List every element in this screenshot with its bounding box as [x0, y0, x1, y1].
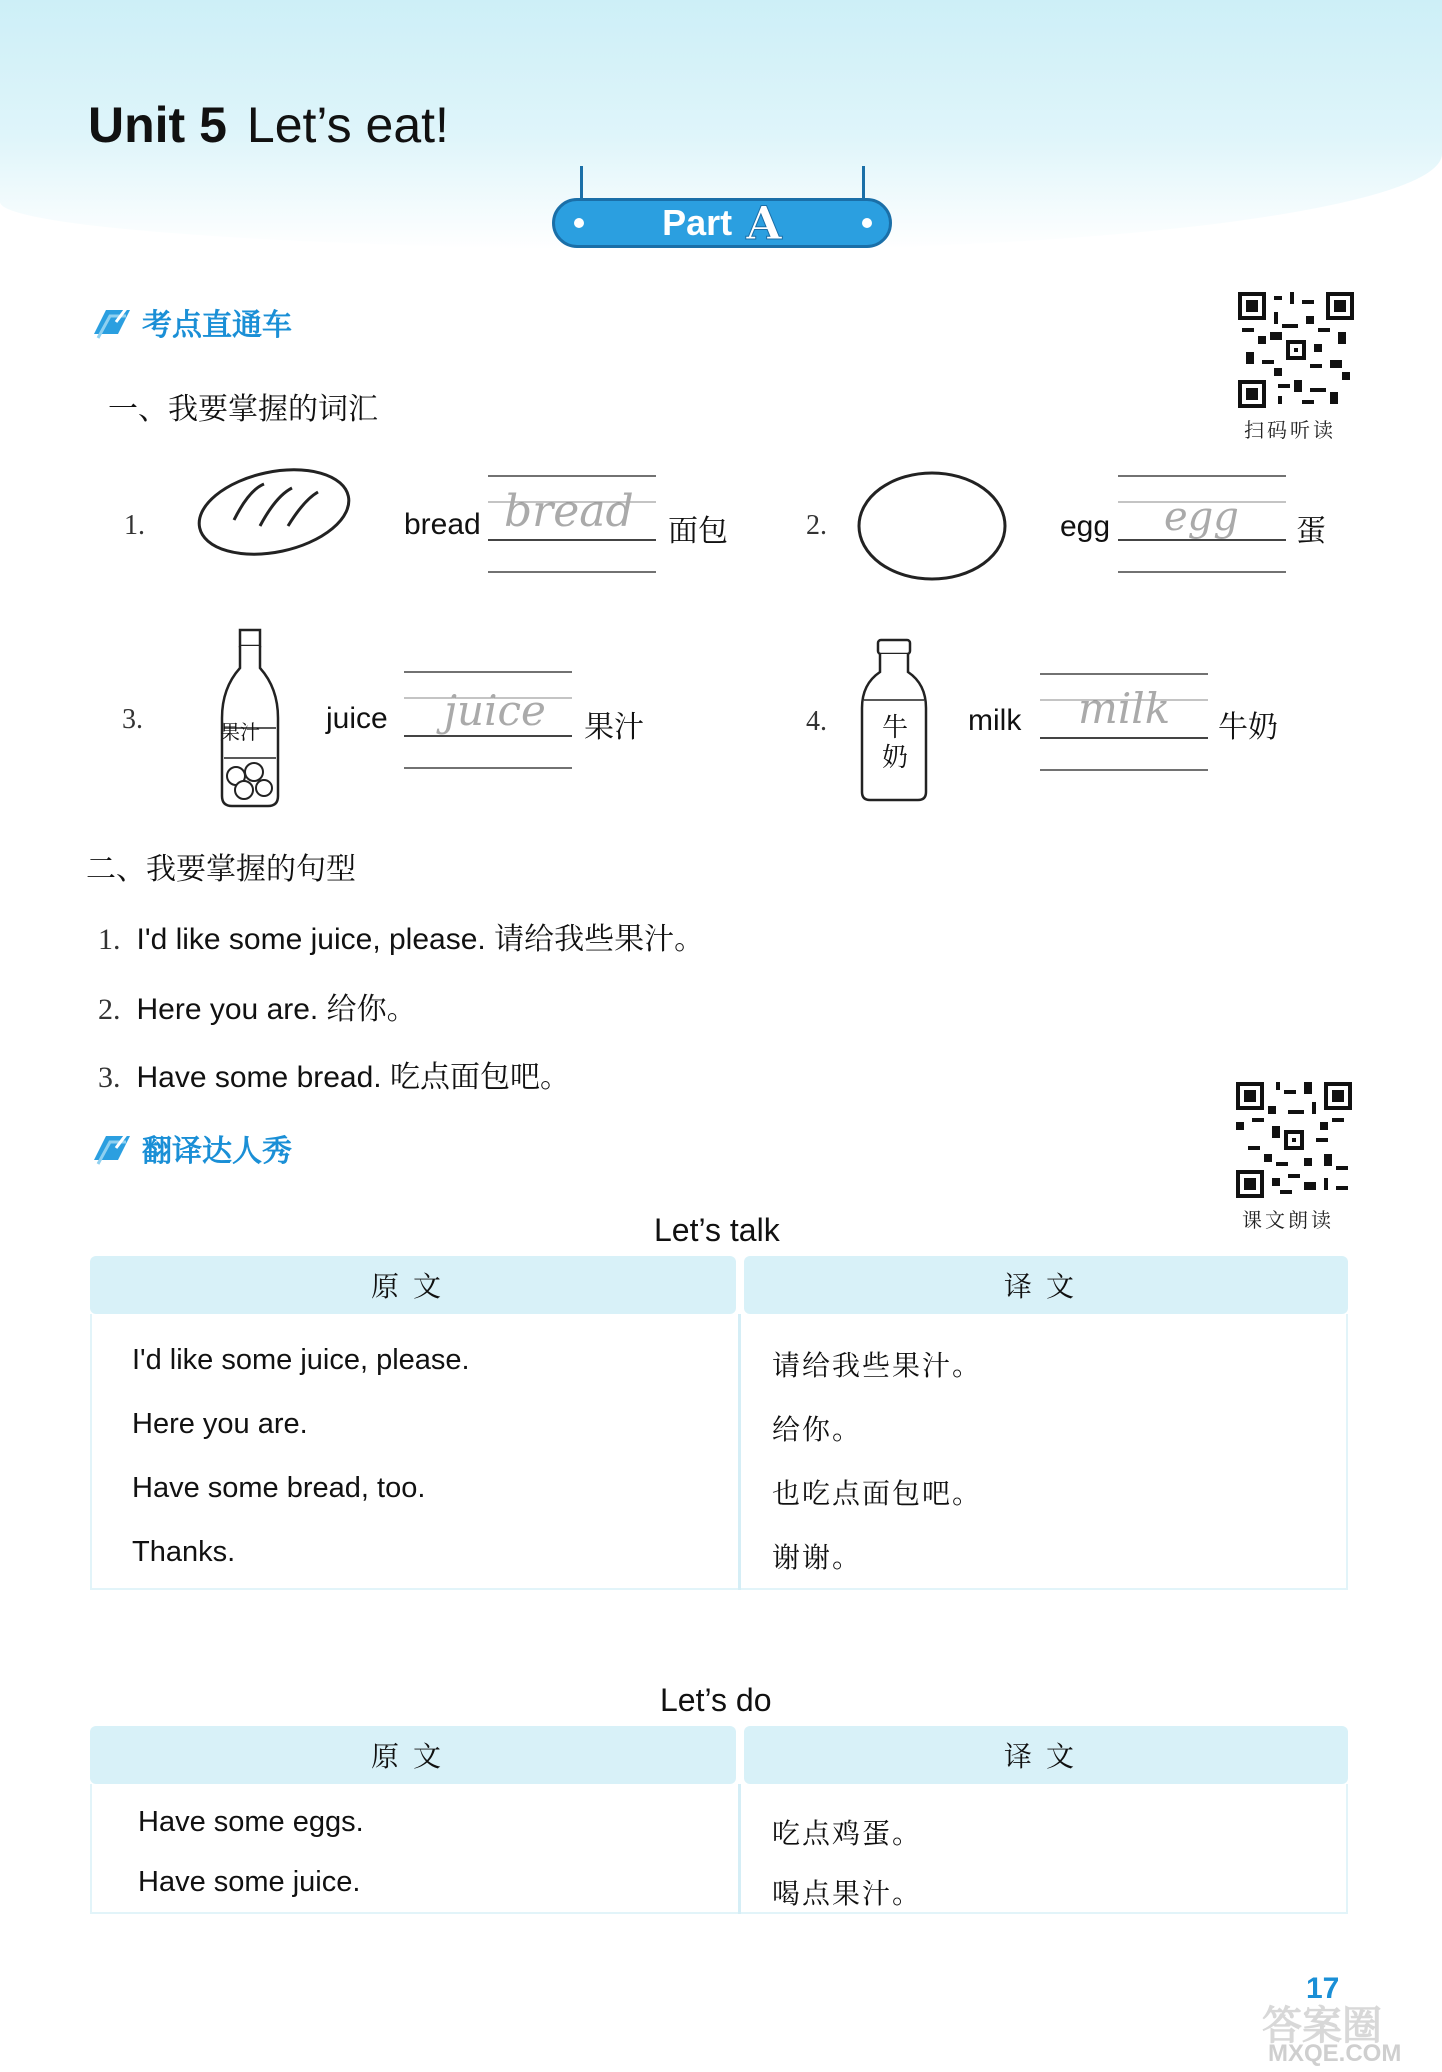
- pen-book-icon: [92, 1130, 132, 1166]
- table-row-original: Have some eggs.: [138, 1806, 364, 1838]
- unit-name: Let’s eat!: [246, 97, 449, 153]
- table-row-translation: 吃点鸡蛋。: [772, 1818, 923, 1849]
- table-title-do: Let’s do: [660, 1682, 772, 1718]
- vocab-word: egg: [1060, 510, 1111, 543]
- table-title-talk: Let’s talk: [654, 1212, 780, 1248]
- column-divider: [738, 1314, 741, 1590]
- sentence-number: 3.: [98, 1061, 121, 1094]
- qr-code-reading[interactable]: [1236, 1082, 1352, 1198]
- vocab-chinese: 面包: [668, 515, 728, 548]
- traced-word: egg: [1164, 494, 1239, 540]
- traced-word: bread: [504, 486, 634, 537]
- vocab-word: milk: [968, 704, 1022, 737]
- part-letter: A: [746, 196, 782, 250]
- table-row-original: Here you are.: [132, 1408, 308, 1440]
- vocab-word: bread: [404, 508, 481, 541]
- sentence-text: Have some bread. 吃点面包吧。: [136, 1061, 570, 1094]
- sentence-item: [98, 914, 704, 958]
- sentence-text: Here you are. 给你。: [136, 993, 417, 1026]
- table-row-translation: 喝点果汁。: [772, 1878, 923, 1909]
- badge-dot-left: [574, 218, 584, 228]
- qr-code-listen[interactable]: [1238, 292, 1354, 408]
- badge-string-left: [580, 166, 583, 200]
- column-divider: [738, 1784, 741, 1914]
- section-heading-translation: [92, 1126, 292, 1170]
- table-row-translation: 谢谢。: [772, 1542, 863, 1573]
- table-row-original: Have some juice.: [138, 1866, 361, 1898]
- column-header-original: 原文: [90, 1256, 736, 1314]
- column-header-original: 原文: [90, 1726, 736, 1784]
- unit-title: [88, 96, 449, 154]
- table-row-original: Thanks.: [132, 1536, 236, 1568]
- column-header-translation: 译文: [744, 1256, 1348, 1314]
- sentence-heading: 二、我要掌握的句型: [86, 853, 356, 886]
- sentence-item: [98, 1052, 570, 1096]
- unit-label: Unit 5: [88, 97, 227, 153]
- vocab-number: 3.: [122, 704, 143, 735]
- section-title: 考点直通车: [142, 309, 292, 342]
- table-row-original: I'd like some juice, please.: [132, 1344, 470, 1376]
- sentence-number: 1.: [98, 923, 121, 956]
- sentence-number: 2.: [98, 993, 121, 1026]
- sentence-item: [98, 984, 417, 1028]
- qr-label-reading: 课文朗读: [1242, 1210, 1334, 1232]
- table-row-translation: 也吃点面包吧。: [772, 1478, 983, 1509]
- table-row-translation: 给你。: [772, 1414, 863, 1445]
- section-title: 翻译达人秀: [142, 1135, 292, 1168]
- table-row-translation: 请给我些果汁。: [772, 1350, 983, 1381]
- traced-word: juice: [444, 686, 546, 735]
- traced-word: milk: [1078, 684, 1171, 733]
- part-label: Part: [662, 202, 733, 243]
- watermark-logo: 答案圈: [1262, 2004, 1382, 2048]
- column-header-translation: 译文: [744, 1726, 1348, 1784]
- vocab-number: 2.: [806, 510, 827, 541]
- egg-icon: [856, 470, 1008, 582]
- watermark-url: MXQE.COM: [1268, 2040, 1402, 2067]
- vocab-number: 4.: [806, 706, 827, 737]
- badge-dot-right: [862, 218, 872, 228]
- pen-book-icon: [92, 304, 132, 340]
- section-heading-key-points: [92, 300, 292, 344]
- vocab-word: juice: [326, 702, 388, 735]
- part-badge: [552, 198, 892, 248]
- vocab-chinese: 果汁: [584, 711, 644, 744]
- bottle-label: 牛奶: [881, 712, 908, 772]
- page-number: 17: [1306, 1972, 1340, 2005]
- vocab-chinese: 牛奶: [1218, 711, 1278, 744]
- table-row-original: Have some bread, too.: [132, 1472, 426, 1504]
- vocab-number: 1.: [124, 510, 145, 541]
- qr-label-listen: 扫码听读: [1244, 420, 1336, 442]
- vocab-chinese: 蛋: [1296, 515, 1326, 548]
- badge-string-right: [862, 166, 865, 200]
- bottle-label: 果汁: [220, 722, 260, 744]
- sentence-text: I'd like some juice, please. 请给我些果汁。: [136, 923, 705, 956]
- vocab-heading: 一、我要掌握的词汇: [108, 393, 378, 426]
- bread-icon: [194, 460, 354, 560]
